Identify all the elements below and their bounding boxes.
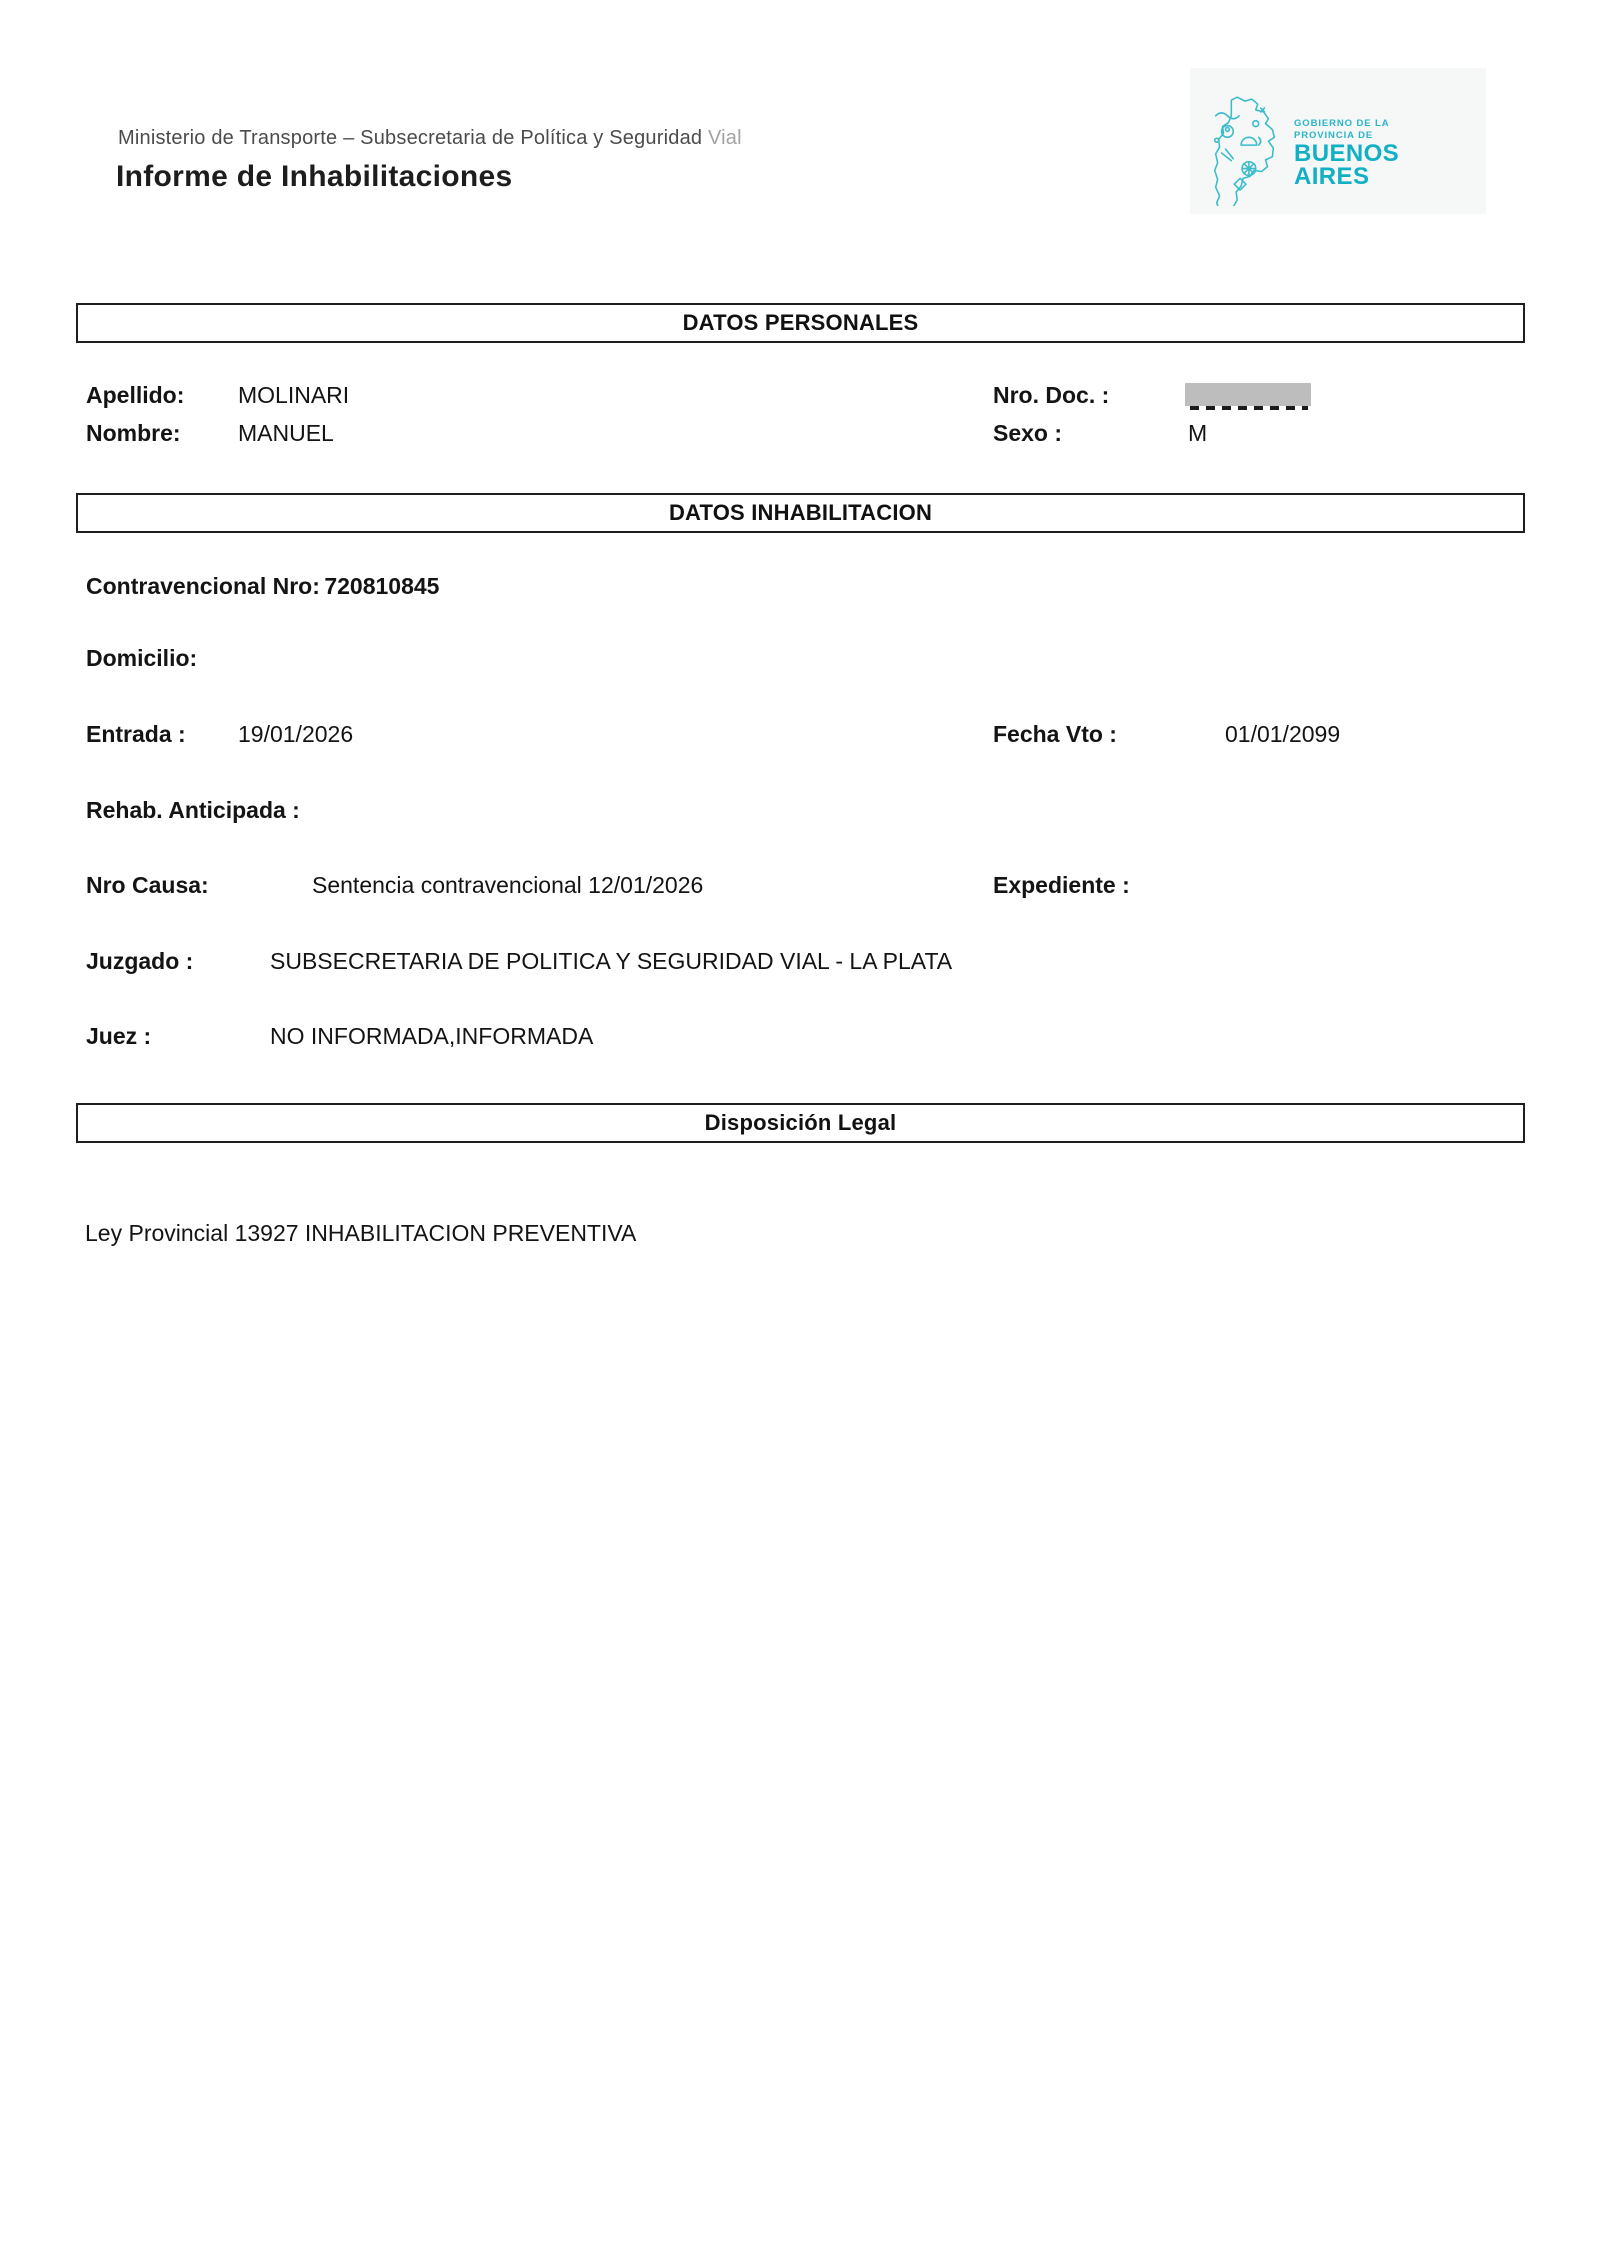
page-title: Informe de Inhabilitaciones	[116, 160, 513, 193]
domicilio-label: Domicilio:	[86, 645, 198, 671]
nombre-label: Nombre:	[86, 420, 181, 446]
section-title-datos-inhabilitacion: DATOS INHABILITACION	[668, 500, 933, 525]
expediente-label: Expediente :	[993, 872, 1130, 898]
logo-gov-line1: GOBIERNO DE LA	[1294, 118, 1390, 129]
buenos-aires-map-icon	[1202, 94, 1288, 206]
rehab-anticipada-label: Rehab. Anticipada :	[86, 797, 300, 823]
contravencional-row	[86, 573, 439, 600]
sexo-value: M	[1188, 420, 1208, 446]
entrada-value: 19/01/2026	[238, 721, 354, 747]
section-title-disposicion-legal: Disposición Legal	[704, 1110, 897, 1135]
juzgado-label: Juzgado :	[86, 948, 194, 974]
contravencional-value: 720810845	[324, 573, 440, 599]
fecha-vto-label: Fecha Vto :	[993, 721, 1117, 747]
nombre-value: MANUEL	[238, 420, 334, 446]
ministry-subtitle-main: Ministerio de Transporte – Subsecretaria de Política y Seguridad	[118, 127, 703, 149]
contravencional-label: Contravencional Nro:	[86, 573, 320, 599]
ministry-subtitle-light: Vial	[707, 127, 742, 149]
nro-causa-value: Sentencia contravencional 12/01/2026	[312, 872, 704, 898]
logo-name-line2: AIRES	[1294, 163, 1370, 190]
apellido-value: MOLINARI	[238, 382, 350, 408]
juzgado-value: SUBSECRETARIA DE POLITICA Y SEGURIDAD VIAL - LA PLATA	[270, 948, 953, 974]
section-header-datos-personales	[76, 303, 1525, 343]
logo-gov-line2: PROVINCIA DE	[1294, 130, 1374, 141]
juez-value: NO INFORMADA,INFORMADA	[270, 1023, 594, 1049]
sexo-label: Sexo :	[993, 420, 1063, 446]
redaction-box	[1185, 383, 1311, 406]
nro-doc-label: Nro. Doc. :	[993, 382, 1110, 408]
entrada-label: Entrada :	[86, 721, 186, 747]
juez-label: Juez :	[86, 1023, 152, 1049]
section-header-datos-inhabilitacion	[76, 493, 1525, 533]
logo-name-line1: BUENOS	[1294, 140, 1400, 167]
buenos-aires-logo	[1190, 68, 1486, 214]
disposicion-body: Ley Provincial 13927 INHABILITACION PREVENTIVA	[85, 1220, 637, 1246]
fecha-vto-value: 01/01/2099	[1225, 721, 1341, 747]
ministry-subtitle	[118, 127, 742, 150]
nro-causa-label: Nro Causa:	[86, 872, 209, 898]
section-title-datos-personales: DATOS PERSONALES	[682, 310, 919, 335]
buenos-aires-logo-text	[1294, 118, 1399, 188]
apellido-label: Apellido:	[86, 382, 185, 408]
section-header-disposicion-legal	[76, 1103, 1525, 1143]
